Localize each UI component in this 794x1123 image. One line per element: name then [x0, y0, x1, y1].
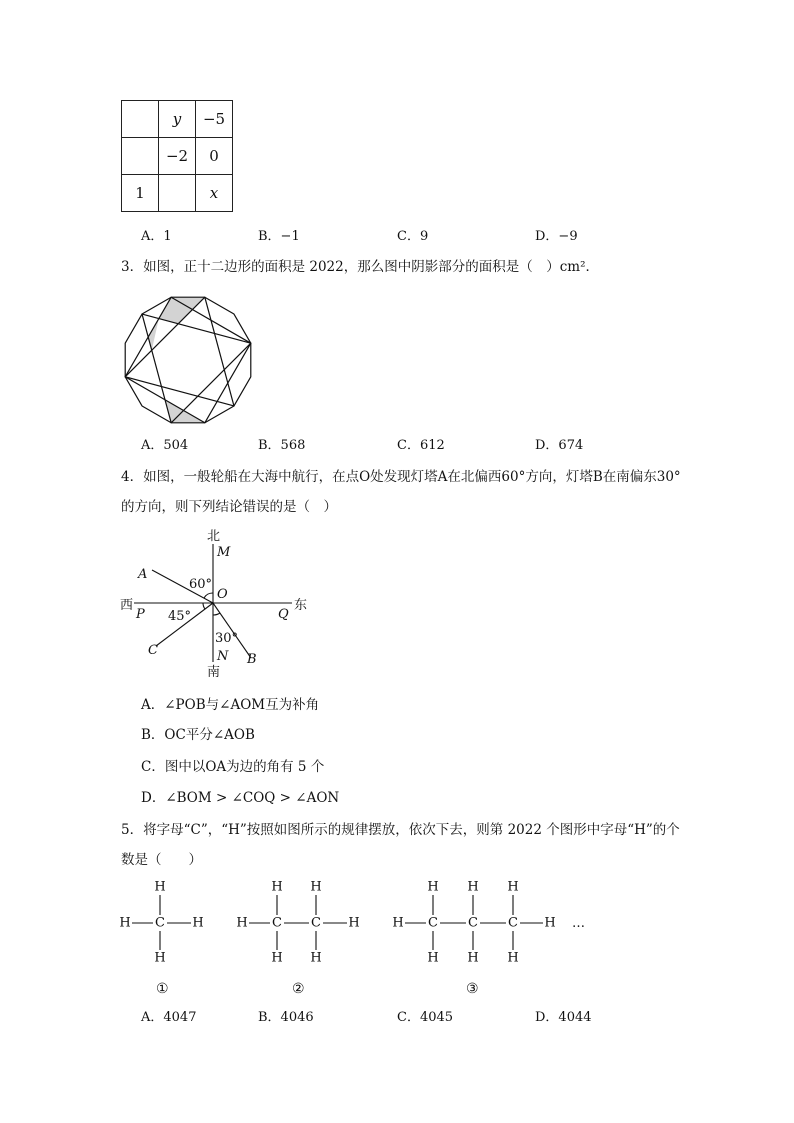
grid-cell [121, 100, 159, 138]
option-d: D．4044 [535, 1010, 592, 1025]
hydrogen-atom: H [427, 879, 439, 895]
label-q: Q [278, 607, 289, 622]
hydrogen-atom: H [507, 950, 519, 966]
label-angle-60: 60° [189, 577, 213, 592]
question-4-line1: 4．如图，一般轮船在大海中航行，在点O处发现灯塔A在北偏西60°方向，灯塔B在南偏东30° [121, 469, 681, 485]
option-a: A．1 [141, 229, 172, 244]
carbon-atom: C [272, 915, 282, 931]
figure-label-3: ③ [466, 981, 479, 997]
inner-triangle [142, 314, 251, 423]
question-3-unit: cm²． [559, 259, 600, 275]
ellipsis: … [572, 916, 585, 931]
angle-arc-30 [213, 613, 220, 615]
label-angle-45: 45° [168, 609, 192, 624]
grid-cell: −2 [158, 137, 196, 175]
option-a: A．∠POB与∠AOM互为补角 [141, 697, 320, 713]
hydrogen-atom: H [467, 879, 479, 895]
angle-arc-60 [204, 593, 213, 598]
molecule-figure [116, 876, 596, 1002]
option-a: A．4047 [141, 1010, 197, 1025]
option-d: D．−9 [535, 229, 578, 244]
inner-square [125, 297, 251, 423]
option-c: C．4045 [397, 1010, 454, 1025]
option-b: B．4046 [258, 1010, 314, 1025]
label-angle-30: 30° [215, 631, 239, 646]
option-d: D．∠BOM > ∠COQ > ∠AON [141, 790, 340, 806]
hydrogen-atom: H [154, 879, 166, 895]
label-m: M [217, 545, 231, 560]
grid-cell [158, 174, 196, 212]
option-c: C．612 [397, 438, 445, 453]
carbon-atom: C [468, 915, 478, 931]
carbon-atom: C [508, 915, 518, 931]
figure-label-2: ② [292, 981, 305, 997]
label-o: O [217, 587, 228, 602]
option-d: D．674 [535, 438, 584, 453]
option-b: B．−1 [258, 229, 300, 244]
carbon-atom: C [428, 915, 438, 931]
hydrogen-atom: H [507, 879, 519, 895]
hydrogen-atom: H [236, 915, 248, 931]
option-c: C．图中以OA为边的角有 5 个 [141, 759, 325, 775]
number-grid [121, 100, 235, 214]
question-5-line2: 数是（ ） [121, 852, 202, 868]
label-east: 东 [294, 598, 308, 613]
hydrogen-atom: H [310, 950, 322, 966]
carbon-atom: C [311, 915, 321, 931]
hydrogen-atom: H [544, 915, 556, 931]
hydrogen-atom: H [467, 950, 479, 966]
hydrogen-atom: H [119, 915, 131, 931]
dodecagon-figure [118, 290, 258, 430]
hydrogen-atom: H [348, 915, 360, 931]
option-b: B．568 [258, 438, 306, 453]
question-4-line2: 的方向，则下列结论错误的是（ ） [121, 499, 337, 515]
grid-cell: 0 [195, 137, 233, 175]
question-3-stem: 3．如图，正十二边形的面积是 2022，那么图中阴影部分的面积是（ ） [121, 259, 560, 275]
label-c: C [148, 643, 158, 658]
carbon-atom: C [155, 915, 165, 931]
grid-cell: 1 [121, 174, 159, 212]
hydrogen-atom: H [427, 950, 439, 966]
hydrogen-atom: H [192, 915, 204, 931]
label-p: P [136, 607, 145, 622]
grid-cell: x [195, 174, 233, 212]
hydrogen-atom: H [310, 879, 322, 895]
dodecagon-outline [125, 297, 251, 423]
compass-figure [116, 526, 316, 678]
hydrogen-atom: H [392, 915, 404, 931]
label-west: 西 [120, 598, 134, 613]
label-a: A [138, 567, 148, 582]
label-b: B [247, 652, 257, 667]
question-5-line1: 5．将字母“C”，“H”按照如图所示的规律摆放，依次下去，则第 2022 个图形中字母“H”的个 [121, 822, 680, 838]
question-3-text [121, 257, 599, 277]
hydrogen-atom: H [271, 950, 283, 966]
label-n: N [217, 649, 229, 664]
grid-cell [121, 137, 159, 175]
option-b: B．OC平分∠AOB [141, 727, 255, 743]
label-north: 北 [207, 529, 221, 544]
option-a: A．504 [141, 438, 189, 453]
grid-cell: y [158, 100, 196, 138]
label-south: 南 [207, 665, 221, 678]
hydrogen-atom: H [271, 879, 283, 895]
grid-cell: −5 [195, 100, 233, 138]
angle-arc-45 [203, 603, 205, 609]
hydrogen-atom: H [154, 950, 166, 966]
option-c: C．9 [397, 229, 429, 244]
figure-label-1: ① [156, 981, 169, 997]
